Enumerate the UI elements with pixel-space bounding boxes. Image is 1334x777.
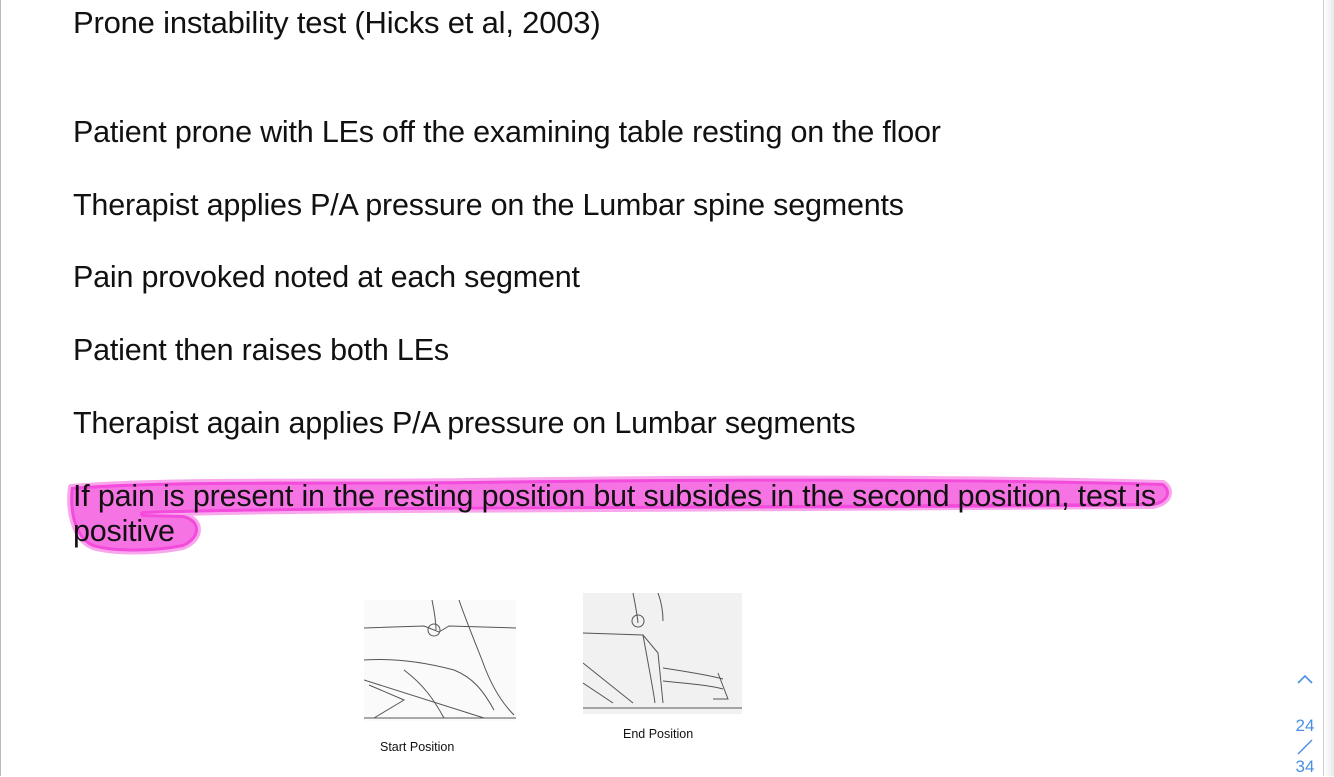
current-page-number: 24 bbox=[1295, 716, 1315, 735]
end-position-caption: End Position bbox=[623, 727, 694, 741]
end-position-image bbox=[583, 593, 742, 714]
highlighted-conclusion bbox=[73, 479, 1213, 549]
bullet-prone-position: Patient prone with LEs off the examining table resting on the floor bbox=[73, 115, 941, 149]
conclusion-line-2: positive bbox=[73, 514, 175, 548]
bullet-pain-noted: Pain provoked noted at each segment bbox=[73, 260, 580, 294]
total-page-count: 34 bbox=[1295, 757, 1315, 776]
chevron-up-icon bbox=[1295, 672, 1315, 686]
slide-title: Prone instability test (Hicks et al, 2003) bbox=[73, 5, 601, 40]
conclusion-line-1: If pain is present in the resting position but subsides in the second position, test is bbox=[73, 479, 1156, 513]
slash-icon bbox=[1295, 737, 1315, 757]
start-position-drawing bbox=[364, 600, 516, 721]
start-position-caption: Start Position bbox=[380, 740, 455, 754]
page-separator bbox=[1287, 737, 1323, 757]
start-position-image bbox=[364, 600, 516, 721]
bullet-raise-les: Patient then raises both LEs bbox=[73, 333, 449, 367]
page-edge bbox=[1323, 0, 1334, 776]
previous-page-button[interactable] bbox=[1287, 672, 1323, 698]
bullet-pa-again: Therapist again applies P/A pressure on Lumbar segments bbox=[73, 406, 856, 440]
end-position-drawing bbox=[583, 593, 742, 714]
bullet-pa-pressure: Therapist applies P/A pressure on the Lumbar spine segments bbox=[73, 188, 904, 222]
